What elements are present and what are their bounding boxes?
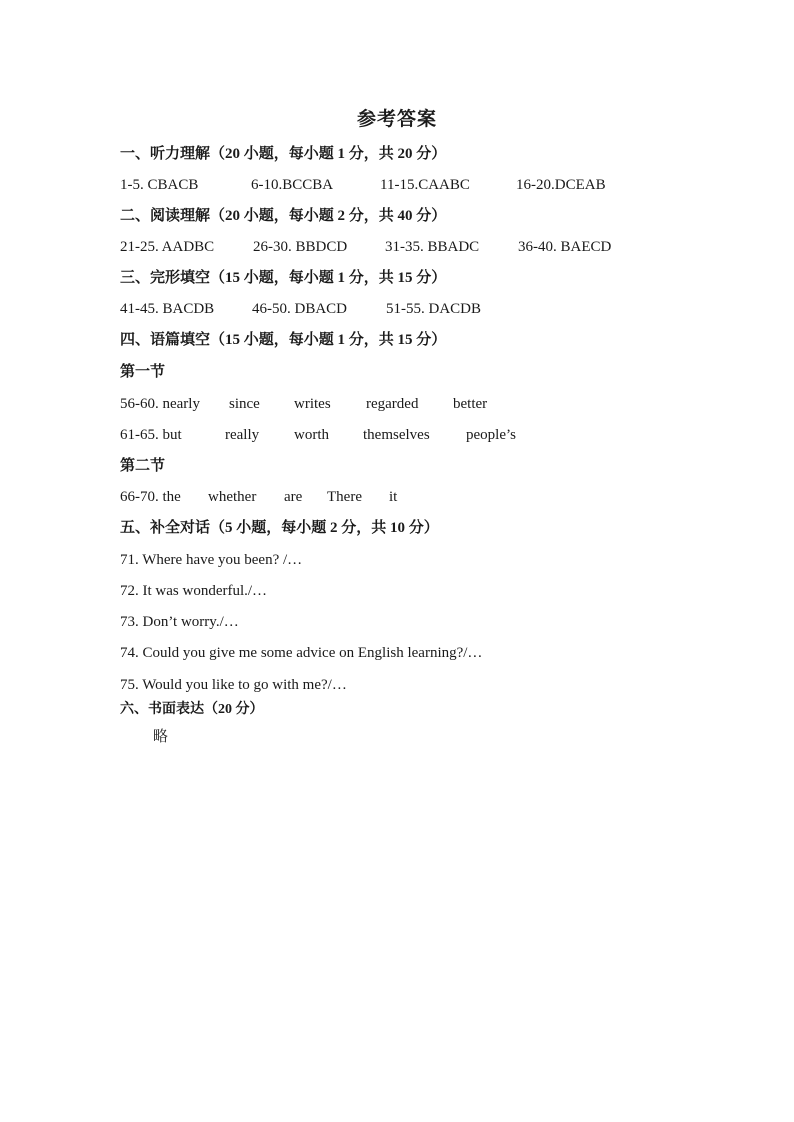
answer-59: regarded	[366, 396, 419, 412]
answer-70: it	[389, 489, 398, 505]
passage-fill-row-56-60	[120, 394, 540, 414]
answer-64: themselves	[363, 427, 430, 443]
passage-fill-row-66-70	[120, 487, 440, 507]
listening-heading: 一、听力理解（20 小题，每小题 1 分，共 20 分）	[120, 146, 447, 162]
answer-61: 61-65. but	[120, 427, 182, 443]
reading-answer-36-40: 36-40. BAECD	[518, 239, 612, 255]
answer-58: writes	[294, 396, 331, 412]
passage-fill-row-61-65	[120, 425, 560, 445]
answer-57: since	[229, 396, 260, 412]
dialogue-answer-74: 74. Could you give me some advice on English learning?/…	[120, 645, 483, 661]
answer-66: 66-70. the	[120, 489, 181, 505]
cloze-answer-41-45: 41-45. BACDB	[120, 301, 215, 317]
dialogue-answer-72: 72. It was wonderful./…	[120, 583, 268, 599]
answer-56: 56-60. nearly	[120, 396, 200, 412]
passage-fill-heading: 四、语篇填空（15 小题，每小题 1 分，共 15 分）	[120, 332, 447, 348]
answer-65: people’s	[466, 427, 516, 443]
cloze-answer-46-50: 46-50. DBACD	[252, 301, 348, 317]
answer-67: whether	[208, 489, 257, 505]
cloze-heading: 三、完形填空（15 小题，每小题 1 分，共 15 分）	[120, 270, 447, 286]
page-title: 参考答案	[356, 109, 437, 130]
dialogue-answer-75: 75. Would you like to go with me?/…	[120, 677, 347, 693]
cloze-answers-row	[120, 299, 580, 319]
listening-answer-1-5: 1-5. CBACB	[120, 177, 199, 193]
passage-fill-part2-label: 第二节	[120, 458, 166, 474]
listening-answers-row	[120, 175, 680, 195]
answer-62: really	[225, 427, 260, 443]
reading-answer-26-30: 26-30. BBDCD	[253, 239, 348, 255]
dialogue-heading: 五、补全对话（5 小题，每小题 2 分，共 10 分）	[120, 520, 439, 536]
reading-answer-21-25: 21-25. AADBC	[120, 239, 215, 255]
reading-answers-row	[120, 237, 680, 257]
answer-68: are	[284, 489, 303, 505]
dialogue-answer-73: 73. Don’t worry./…	[120, 614, 239, 630]
answer-69: There	[327, 489, 362, 505]
answer-63: worth	[294, 427, 329, 443]
listening-answer-6-10: 6-10.BCCBA	[251, 177, 334, 193]
writing-content: 略	[153, 729, 169, 745]
passage-fill-part1-label: 第一节	[120, 364, 166, 380]
answer-60: better	[453, 396, 488, 412]
reading-heading: 二、阅读理解（20 小题，每小题 2 分，共 40 分）	[120, 208, 447, 224]
dialogue-answer-71: 71. Where have you been? /…	[120, 552, 303, 568]
reading-answer-31-35: 31-35. BBADC	[385, 239, 480, 255]
listening-answer-11-15: 11-15.CAABC	[380, 177, 470, 193]
listening-answer-16-20: 16-20.DCEAB	[516, 177, 606, 193]
writing-heading: 六、书面表达（20 分）	[120, 702, 264, 717]
cloze-answer-51-55: 51-55. DACDB	[386, 301, 482, 317]
